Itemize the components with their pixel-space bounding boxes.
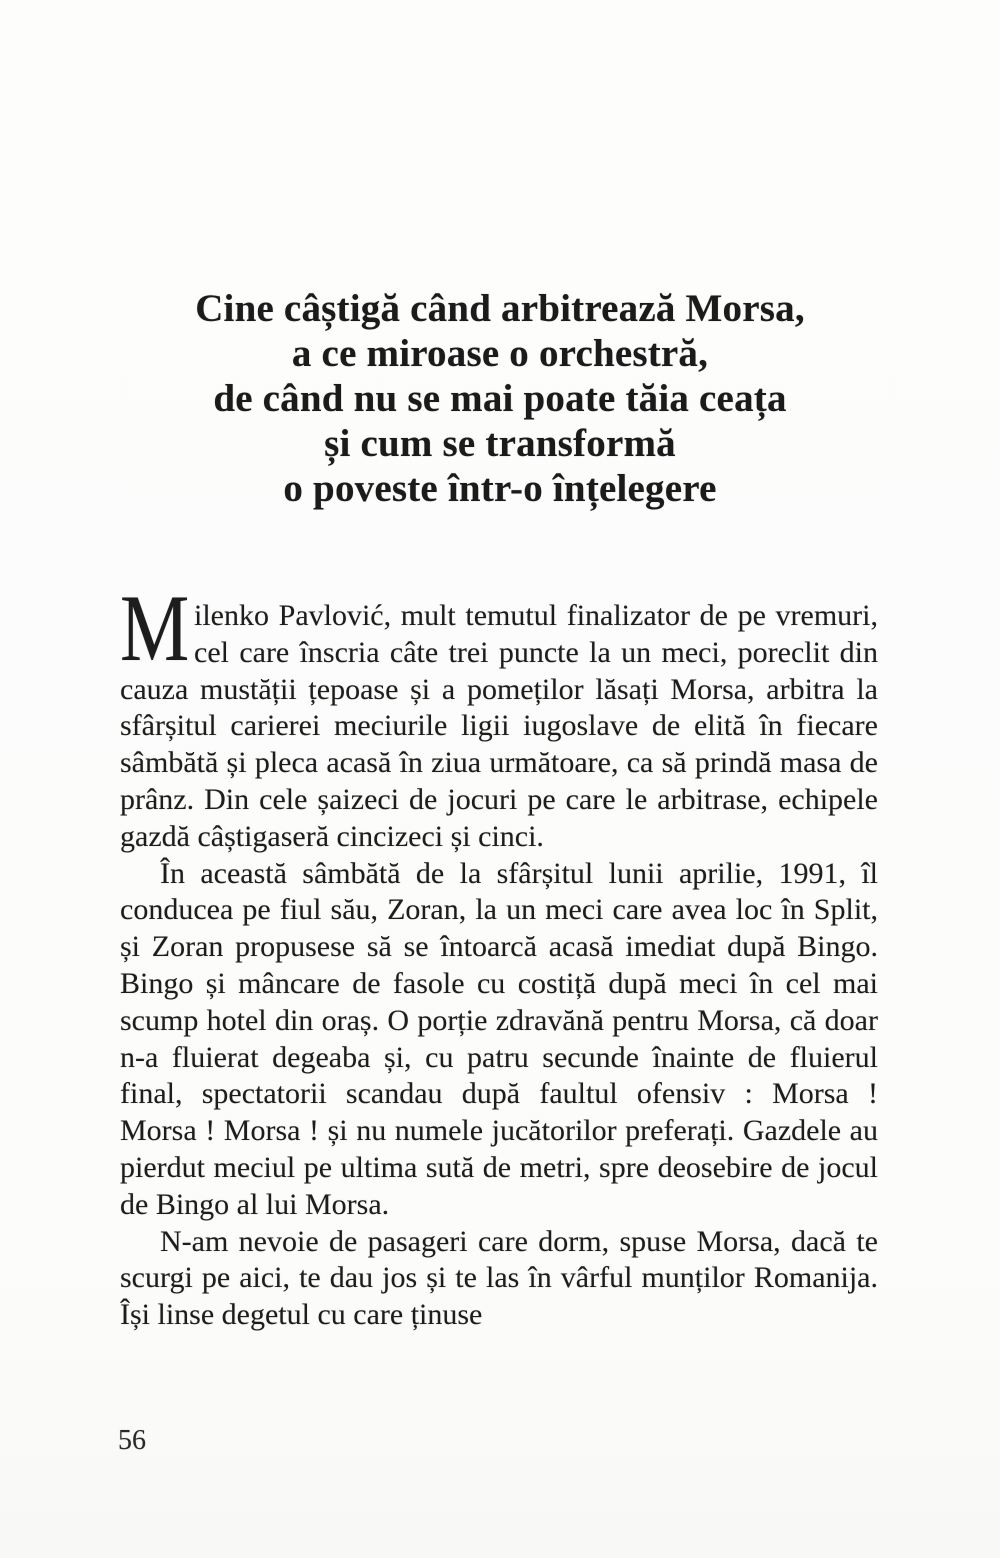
dropcap-letter: M	[120, 575, 190, 681]
chapter-title-line-3: de când nu se mai poate tăia ceața	[213, 377, 787, 420]
page-number: 56	[118, 1425, 146, 1456]
body-text	[120, 575, 878, 1334]
chapter-title	[0, 286, 1000, 511]
paragraph-1	[120, 575, 878, 856]
chapter-title-line-5: o poveste într-o înțelegere	[283, 467, 717, 510]
paragraph-2: În această sâmbătă de la sfârșitul lunii aprilie, 1991, îl conducea pe fiul său, Zoran, la un meci care avea loc în Split, și Zoran propusese să se întoarcă acasă imediat după Bingo. Bingo și mâncare de fasole cu costiță după meci în cel mai scump hotel din oraș. O porție zdravănă pentru Morsa, că doar n-a fluierat degeaba și, cu patru secunde înainte de fluierul final, spectatorii scandau după faultul ofensiv : Morsa ! Morsa ! Morsa ! și nu numele jucătorilor preferați. Gazdele au pierdut meciul pe ultima sută de metri, spre deosebire de jocul de Bingo al lui Morsa.	[120, 856, 878, 1221]
chapter-title-line-1: Cine câștigă când arbitrează Morsa,	[195, 287, 805, 330]
chapter-title-line-2: a ce miroase o orchestră,	[291, 332, 709, 375]
paragraph-1-text: ilenko Pavlović, mult temutul finalizator de pe vremuri, cel care înscria câte trei puncte la un meci, poreclit din cauza mustății țepoase și a pomeților lăsați Morsa, arbitra la sfârșitul carierei meciurile ligii iugoslave de elită în fiecare sâmbătă și pleca acasă în ziua următoare, ca să prindă masa de prânz. Din cele șaizeci de jocuri pe care le arbitrase, echipele gazdă câștigaseră cincizeci și cinci.	[120, 599, 878, 853]
paragraph-3: N-am nevoie de pasageri care dorm, spuse Morsa, dacă te scurgi pe aici, te dau jos și te las în vârful munților Romanija. Își linse degetul cu care ținuse	[120, 1224, 878, 1332]
chapter-title-line-4: și cum se transformă	[324, 422, 676, 465]
